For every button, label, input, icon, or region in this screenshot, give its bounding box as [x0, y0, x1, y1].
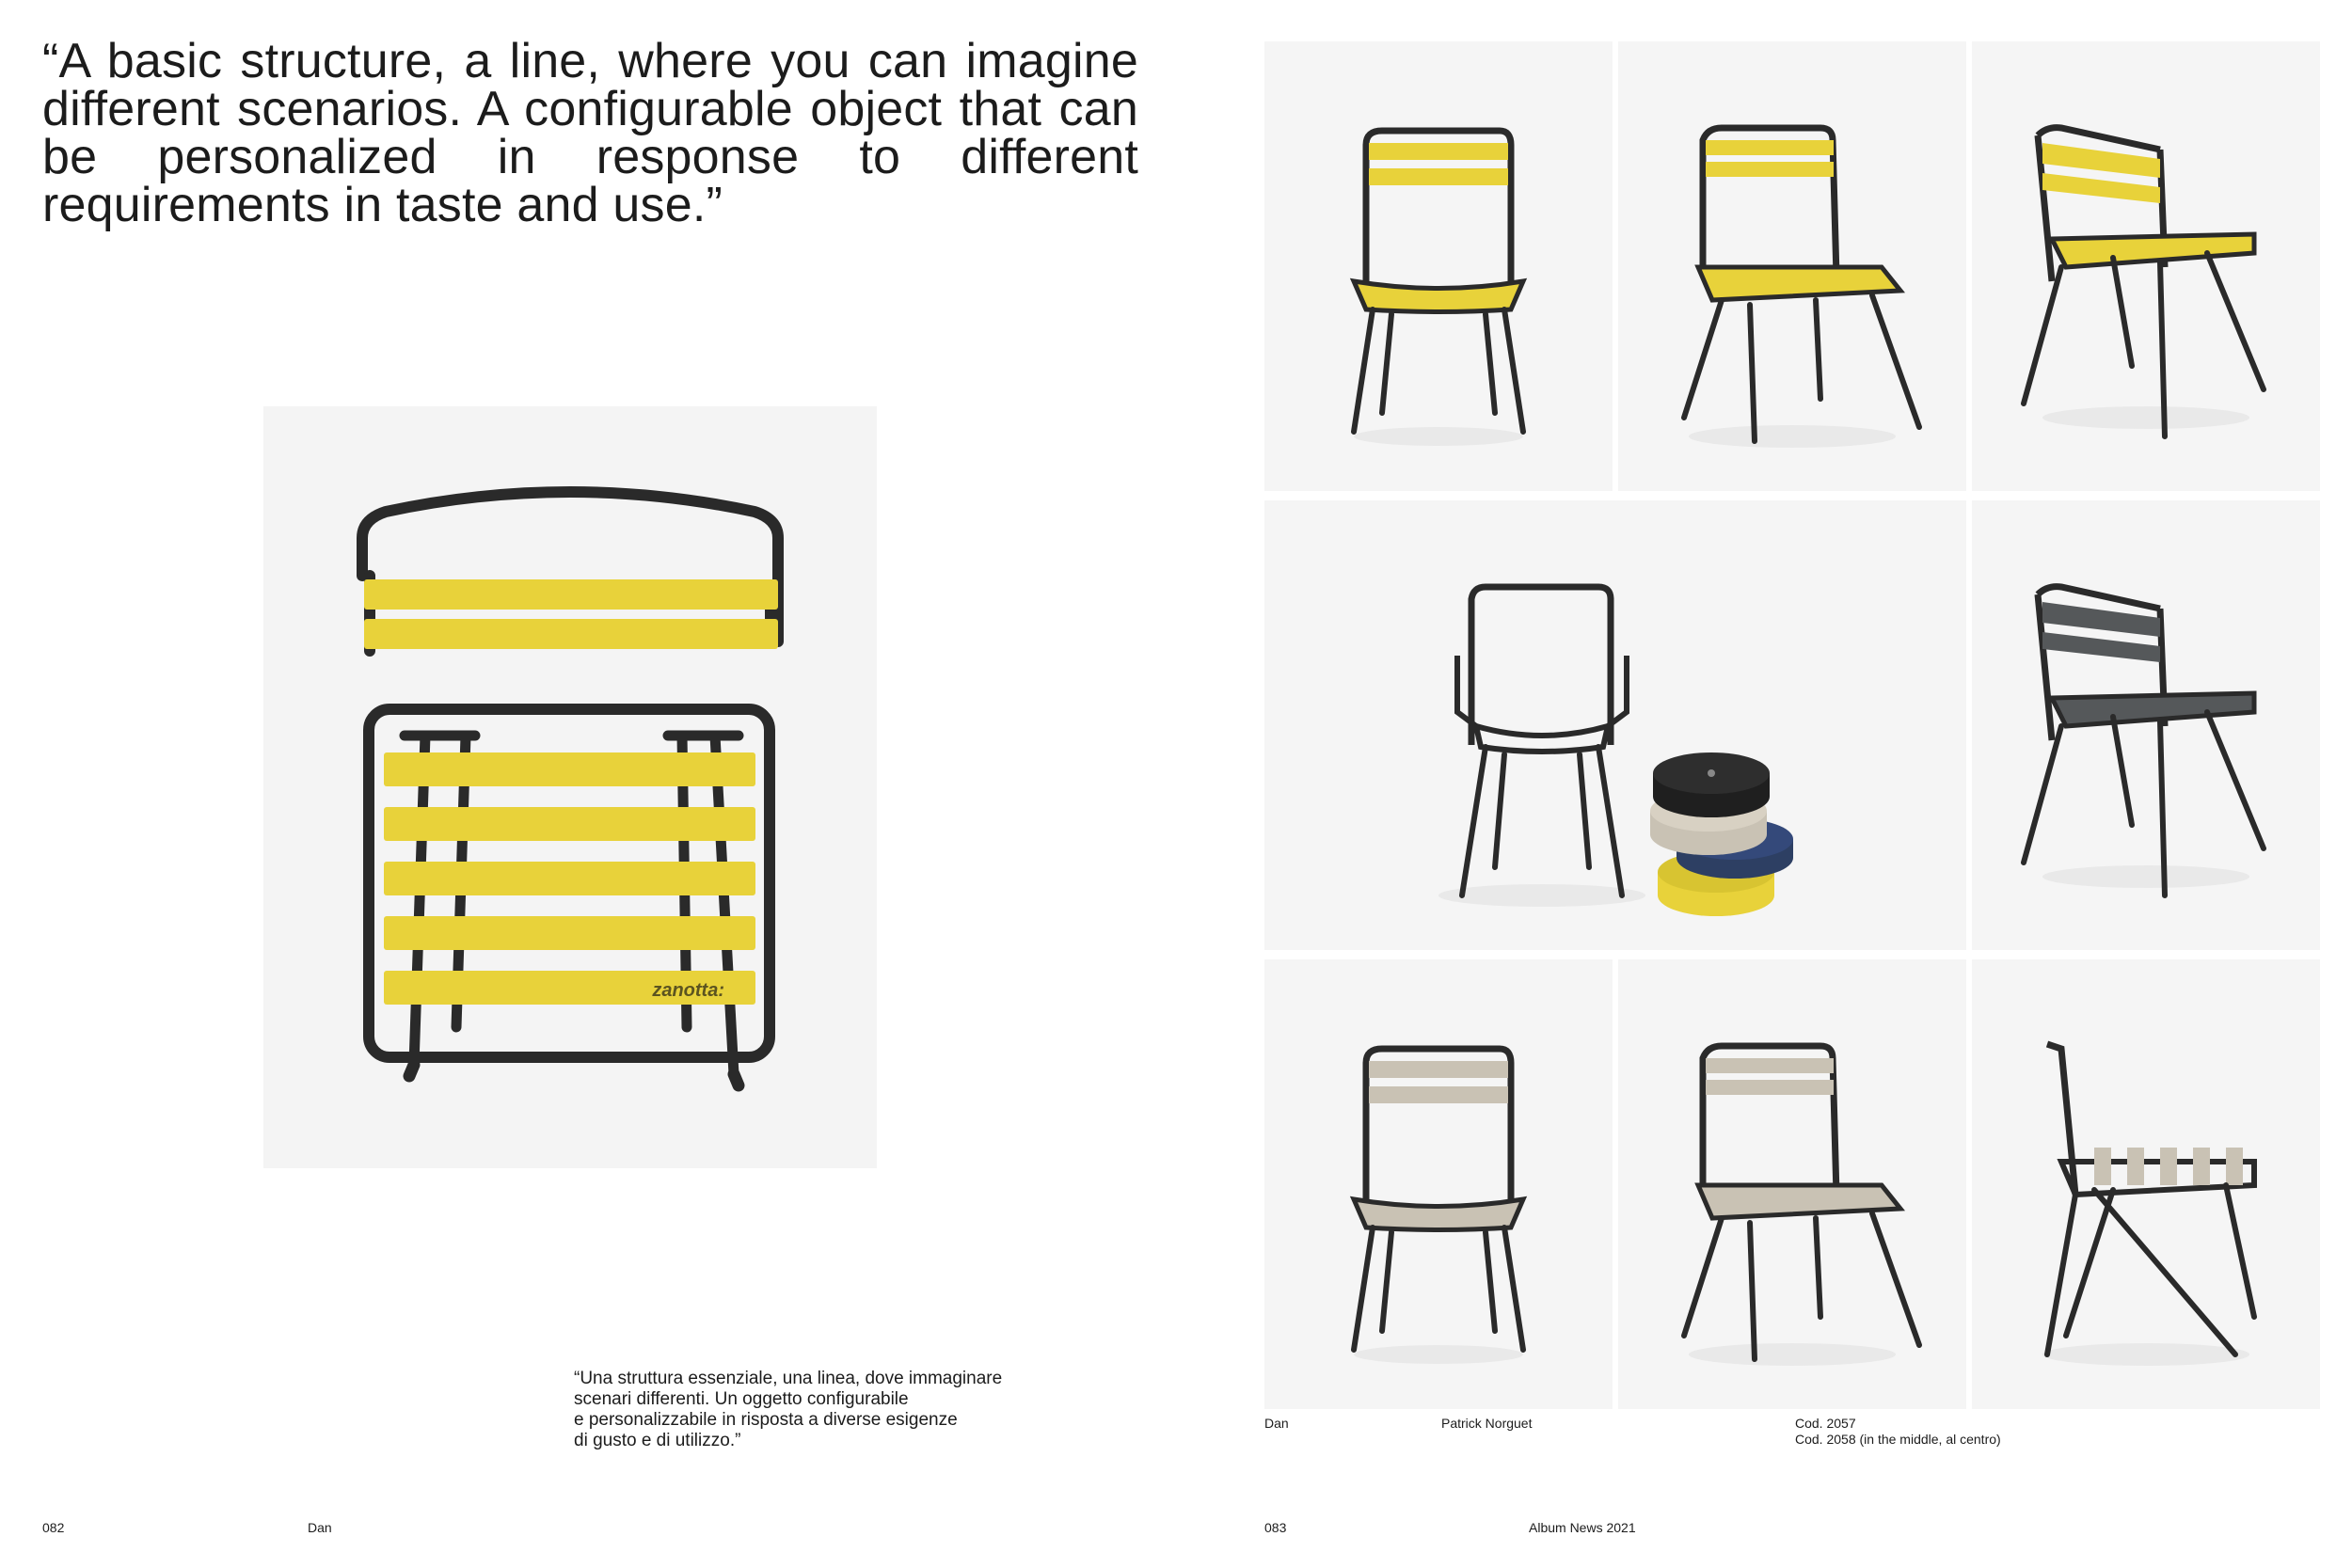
right-page [1176, 0, 2352, 1568]
photo-yellow-chair-front [1264, 41, 1613, 491]
product-codes: Cod. 2057 Cod. 2058 (in the middle, al centro) [1795, 1416, 2001, 1447]
folded-chair-illustration [263, 406, 877, 1168]
photo-yellow-chair-side [1972, 41, 2320, 491]
photo-dove-chair-three-quarter [1618, 959, 1966, 1409]
photo-armchair-with-strap-spools [1264, 500, 1966, 950]
publication-title: Album News 2021 [1529, 1520, 1636, 1535]
photo-dove-chair-front [1264, 959, 1613, 1409]
headline-quote: “A basic structure, a line, where you can imagine different scenarios. A configurable object that can be personalized in response to different requirements in taste and use.” [42, 34, 1138, 232]
page-number-right: 083 [1264, 1520, 1287, 1535]
section-label: Dan [308, 1520, 332, 1535]
photo-dove-chair-profile [1972, 959, 2320, 1409]
page-number-left: 082 [42, 1520, 65, 1535]
zanotta-logo: zanotta: [652, 980, 724, 1001]
hero-photo-folded-chair [263, 406, 877, 1168]
italian-caption: “Una struttura essenziale, una linea, dove immaginare scenari differenti. Un oggetto configurabile e personalizzabile in risposta a diverse esigenze di gusto e di utilizzo.” [574, 1369, 1003, 1450]
product-name: Dan [1264, 1416, 1289, 1431]
photo-grey-chair-side [1972, 500, 2320, 950]
designer-name: Patrick Norguet [1441, 1416, 1533, 1431]
photo-yellow-chair-three-quarter [1618, 41, 1966, 491]
